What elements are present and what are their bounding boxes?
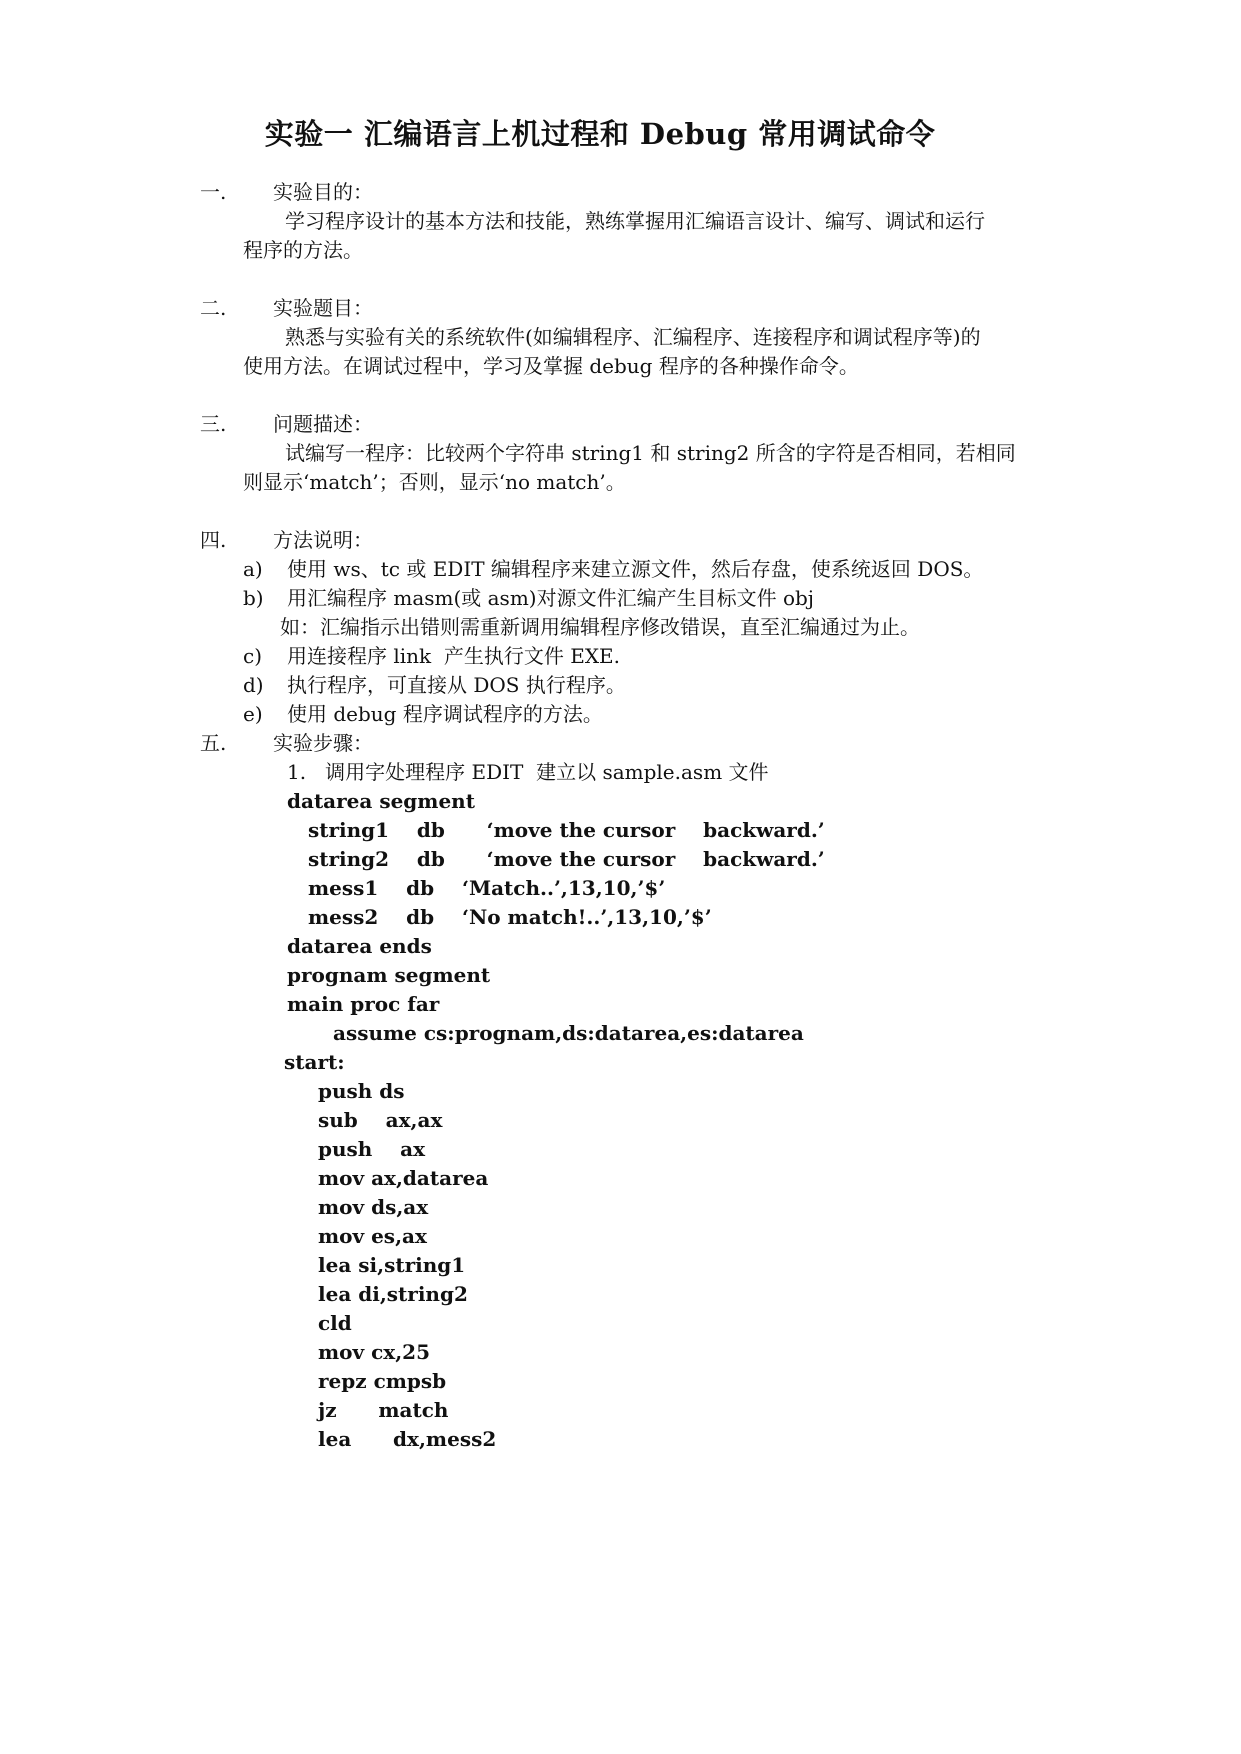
method-e-text: 使用 debug 程序调试程序的方法。 bbox=[287, 702, 603, 726]
code-line: lea dx,mess2 bbox=[318, 1427, 497, 1451]
code-line: mess1 db ‘Match..’,13,10,’$’ bbox=[308, 876, 666, 900]
section-5-number: 五. bbox=[200, 731, 227, 755]
method-a-text: 使用 ws、tc 或 EDIT 编辑程序来建立源文件，然后存盘，使系统返回 DOS。 bbox=[287, 557, 984, 581]
code-line: assume cs:prognam,ds:datarea,es:datarea bbox=[333, 1021, 804, 1045]
section-1-heading: 实验目的： bbox=[273, 180, 373, 204]
method-b-note: 如：汇编指示出错则需重新调用编辑程序修改错误，直至汇编通过为止。 bbox=[280, 615, 920, 639]
code-line: main proc far bbox=[287, 992, 440, 1016]
section-2-body-line-1: 熟悉与实验有关的系统软件(如编辑程序、汇编程序、连接程序和调试程序等)的 bbox=[285, 325, 981, 349]
method-e-label: e) bbox=[243, 702, 263, 726]
section-3-heading: 问题描述： bbox=[273, 412, 373, 436]
section-4-number: 四. bbox=[200, 528, 227, 552]
code-line: mess2 db ‘No match!..’,13,10,’$’ bbox=[308, 905, 712, 929]
method-d-label: d) bbox=[243, 673, 264, 697]
step-1-text: 1. 调用字处理程序 EDIT 建立以 sample.asm 文件 bbox=[287, 760, 769, 784]
code-line: push ax bbox=[318, 1137, 426, 1161]
method-b-text: 用汇编程序 masm(或 asm)对源文件汇编产生目标文件 obj bbox=[287, 586, 814, 610]
section-1-body-line-1: 学习程序设计的基本方法和技能，熟练掌握用汇编语言设计、编写、调试和运行 bbox=[285, 209, 985, 233]
code-line: mov cx,25 bbox=[318, 1340, 430, 1364]
code-line: datarea segment bbox=[287, 789, 475, 813]
code-line: mov ax,datarea bbox=[318, 1166, 489, 1190]
section-1-number: 一. bbox=[200, 180, 227, 204]
code-line: string2 db ‘move the cursor backward.’ bbox=[308, 847, 825, 871]
code-line: lea di,string2 bbox=[318, 1282, 468, 1306]
code-line: jz match bbox=[318, 1398, 449, 1422]
code-line: lea si,string1 bbox=[318, 1253, 466, 1277]
code-line: cld bbox=[318, 1311, 352, 1335]
section-3-body-line-2: 则显示‘match’；否则，显示‘no match’。 bbox=[243, 470, 626, 494]
code-line: start: bbox=[284, 1050, 345, 1074]
section-3-number: 三. bbox=[200, 412, 227, 436]
code-line: repz cmpsb bbox=[318, 1369, 447, 1393]
method-b-label: b) bbox=[243, 586, 264, 610]
section-2-number: 二. bbox=[200, 296, 227, 320]
method-a-label: a) bbox=[243, 557, 263, 581]
code-line: mov ds,ax bbox=[318, 1195, 429, 1219]
method-d-text: 执行程序，可直接从 DOS 执行程序。 bbox=[287, 673, 626, 697]
section-3-body-line-1: 试编写一程序：比较两个字符串 string1 和 string2 所含的字符是否相同，若相同 bbox=[285, 441, 1016, 465]
code-line: prognam segment bbox=[287, 963, 491, 987]
section-4-heading: 方法说明： bbox=[273, 528, 373, 552]
section-2-body-line-2: 使用方法。在调试过程中，学习及掌握 debug 程序的各种操作命令。 bbox=[243, 354, 859, 378]
method-c-label: c) bbox=[243, 644, 263, 668]
section-1-body-line-2: 程序的方法。 bbox=[243, 238, 363, 262]
section-5-heading: 实验步骤： bbox=[273, 731, 373, 755]
code-line: sub ax,ax bbox=[318, 1108, 443, 1132]
page-title: 实验一 汇编语言上机过程和 Debug 常用调试命令 bbox=[264, 117, 936, 151]
method-c-text: 用连接程序 link 产生执行文件 EXE. bbox=[287, 644, 621, 668]
section-2-heading: 实验题目： bbox=[273, 296, 373, 320]
code-line: push ds bbox=[318, 1079, 405, 1103]
code-line: string1 db ‘move the cursor backward.’ bbox=[308, 818, 825, 842]
code-line: mov es,ax bbox=[318, 1224, 427, 1248]
code-line: datarea ends bbox=[287, 934, 432, 958]
